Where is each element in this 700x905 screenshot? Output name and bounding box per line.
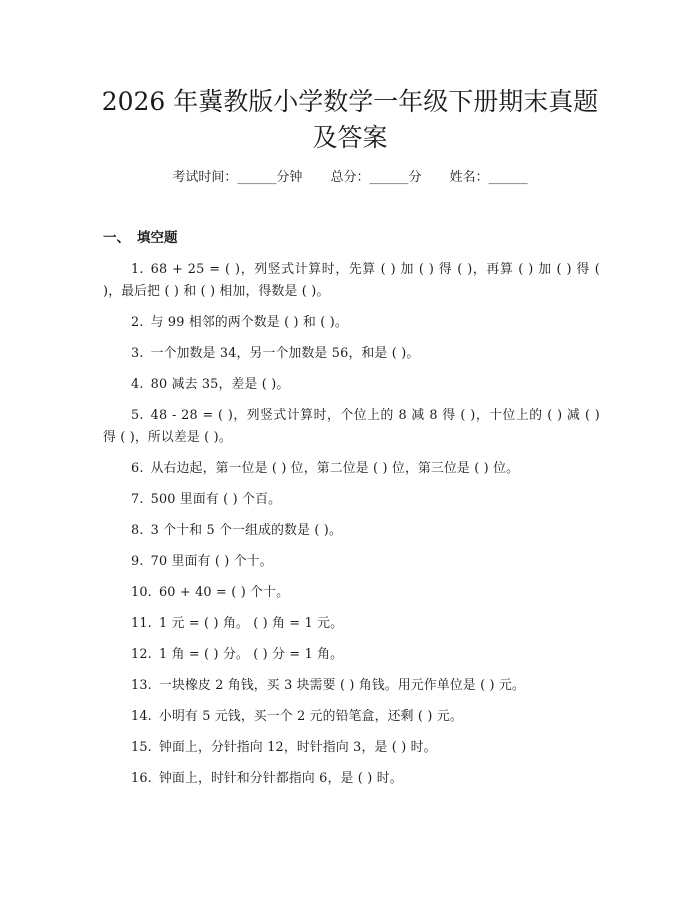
question-number: 11. — [131, 616, 152, 631]
question-number: 16. — [131, 771, 152, 786]
document-title-line-2: 及答案 — [312, 123, 388, 152]
question-number: 10. — [131, 585, 152, 600]
section-heading-fill-in — [103, 229, 178, 247]
question-text: 80 减去 35，差是 ( )。 — [150, 377, 290, 392]
question-text: 钟面上，分针指向 12，时针指向 3，是 ( ) 时。 — [158, 740, 437, 755]
question-number: 12. — [131, 647, 152, 662]
question-text: 68 + 25 = ( )，列竖式计算时，先算 ( ) 加 ( ) 得 ( )，再算 ( ) 加 ( ) 得 ( )，最后把 ( ) 和 ( ) 相加，得数是 ( )。 — [103, 262, 600, 299]
question-text: 一个加数是 34，另一个加数是 56，和是 ( )。 — [150, 346, 420, 361]
question-text: 1 元 = ( ) 角。 ( ) 角 = 1 元。 — [158, 616, 344, 631]
question-item — [103, 374, 600, 396]
question-text: 1 角 = ( ) 分。 ( ) 分 = 1 角。 — [158, 647, 344, 662]
question-number: 7. — [131, 492, 144, 507]
question-text: 48 - 28 = ( )，列竖式计算时，个位上的 8 减 8 得 ( )，十位上的 ( ) 减 ( ) 得 ( )，所以差是 ( )。 — [103, 408, 600, 445]
question-item — [103, 458, 600, 480]
question-item — [103, 613, 600, 635]
question-text: 小明有 5 元钱，买一个 2 元的铅笔盒，还剩 ( ) 元。 — [158, 709, 463, 724]
question-list — [103, 259, 600, 799]
question-number: 6. — [131, 461, 144, 476]
student-name-field: 姓名：______ — [449, 170, 528, 185]
question-item — [103, 489, 600, 511]
question-text: 70 里面有 ( ) 个十。 — [150, 554, 273, 569]
question-item — [103, 259, 600, 303]
exam-info-line — [0, 169, 700, 187]
question-item — [103, 582, 600, 604]
question-number: 8. — [131, 523, 144, 538]
document-title-line-1: 2026 年冀教版小学数学一年级下册期末真题 — [101, 87, 599, 116]
question-item — [103, 520, 600, 542]
exam-time-field: 考试时间：______分钟 — [172, 170, 303, 185]
question-item — [103, 706, 600, 728]
total-score-field: 总分：______分 — [330, 170, 422, 185]
question-text: 3 个十和 5 个一组成的数是 ( )。 — [150, 523, 342, 538]
question-item — [103, 405, 600, 449]
question-text: 60 + 40 = ( ) 个十。 — [158, 585, 290, 600]
question-number: 13. — [131, 678, 152, 693]
section-number: 一、 — [103, 230, 130, 246]
question-item — [103, 675, 600, 697]
question-text: 与 99 相邻的两个数是 ( ) 和 ( )。 — [150, 315, 348, 330]
question-number: 3. — [131, 346, 144, 361]
question-text: 钟面上，时针和分针都指向 6，是 ( ) 时。 — [158, 771, 403, 786]
question-number: 2. — [131, 315, 144, 330]
question-item — [103, 644, 600, 666]
question-number: 1. — [131, 262, 144, 277]
question-item — [103, 312, 600, 334]
document-title — [60, 84, 640, 156]
question-number: 15. — [131, 740, 152, 755]
question-text: 500 里面有 ( ) 个百。 — [150, 492, 282, 507]
question-number: 14. — [131, 709, 152, 724]
question-item — [103, 343, 600, 365]
question-item — [103, 768, 600, 790]
question-text: 一块橡皮 2 角钱，买 3 块需要 ( ) 角钱。用元作单位是 ( ) 元。 — [158, 678, 526, 693]
question-item — [103, 551, 600, 573]
question-item — [103, 737, 600, 759]
question-number: 9. — [131, 554, 144, 569]
question-text: 从右边起，第一位是 ( ) 位，第二位是 ( ) 位，第三位是 ( ) 位。 — [150, 461, 520, 476]
question-number: 5. — [131, 408, 144, 423]
question-number: 4. — [131, 377, 144, 392]
section-title: 填空题 — [137, 230, 178, 246]
